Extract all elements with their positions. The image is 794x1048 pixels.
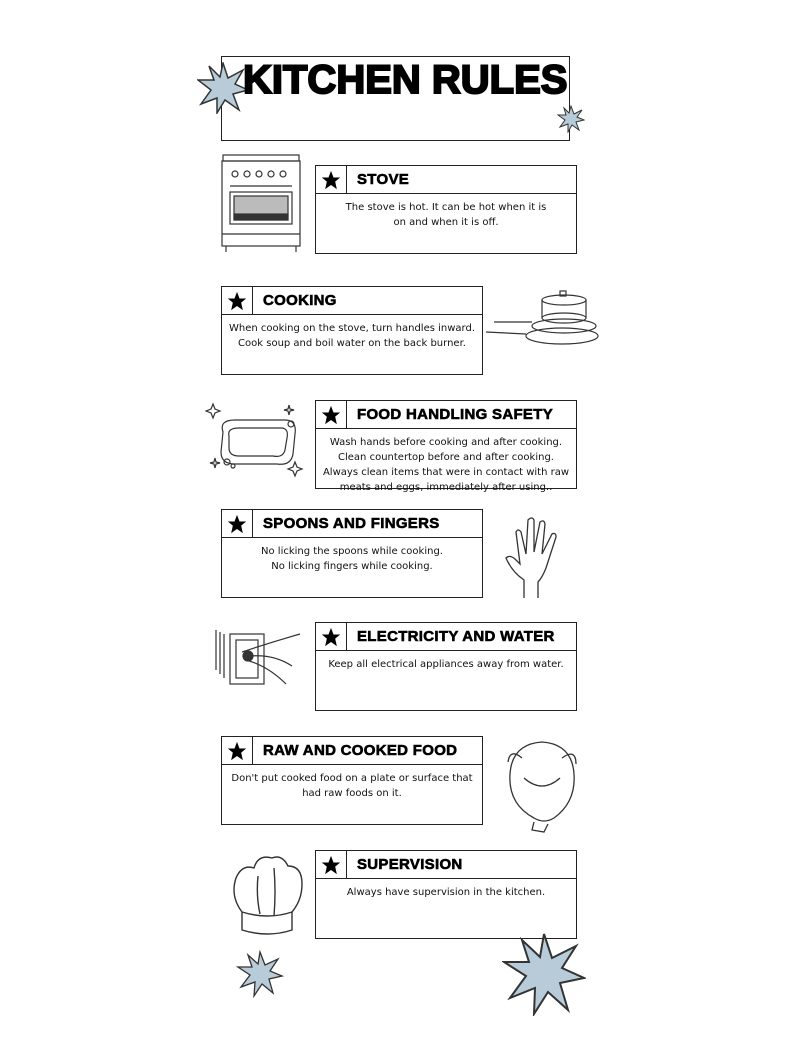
rule-line: Wash hands before cooking and after cooking. (329, 437, 563, 448)
star-icon (222, 287, 253, 314)
rule-line: meats and eggs, immediately after using.. (339, 482, 553, 493)
rule-header (222, 737, 482, 765)
rule-card (315, 622, 577, 711)
rule-line: Always have supervision in the kitchen. (346, 887, 546, 898)
rule-card (221, 736, 483, 825)
rule-line: Clean countertop before and after cooking. (338, 452, 554, 463)
rule-line: The stove is hot. It can be hot when it is (345, 202, 547, 213)
rule-line: Don't put cooked food on a plate or surface that (231, 773, 473, 784)
rule-body (222, 315, 482, 351)
sponge-sparkle-illustration (205, 402, 305, 478)
rule-body (222, 765, 482, 801)
rule-header (316, 401, 576, 429)
rule-line: had raw foods on it. (302, 788, 402, 799)
rule-heading: RAW AND COOKED FOOD (263, 742, 458, 759)
rule-body (316, 879, 576, 900)
rule-header (222, 510, 482, 538)
rule-header (316, 623, 576, 651)
star-icon (222, 510, 253, 537)
burst-star-icon (236, 950, 284, 998)
rule-heading: COOKING (263, 292, 337, 309)
rule-header (222, 287, 482, 315)
rule-heading: FOOD HANDLING SAFETY (357, 406, 553, 423)
burst-star-icon (557, 105, 585, 133)
burst-star-icon (197, 62, 249, 114)
rule-line: Keep all electrical appliances away from water. (328, 659, 564, 670)
rule-line: on and when it is off. (393, 217, 499, 228)
rule-header (316, 166, 576, 194)
star-icon (316, 851, 347, 878)
rule-card (315, 850, 577, 939)
star-icon (316, 623, 347, 650)
star-icon (316, 401, 347, 428)
rule-line: Always clean items that were in contact with raw (322, 467, 570, 478)
electrical-outlet-illustration (212, 626, 304, 690)
rule-heading: SPOONS AND FINGERS (263, 515, 440, 532)
rule-card (315, 400, 577, 493)
page-title: KITCHEN RULES (243, 58, 568, 102)
rule-card (221, 286, 483, 375)
rule-body (222, 538, 482, 574)
rule-heading: STOVE (357, 171, 410, 188)
rule-body (316, 194, 576, 230)
hand-illustration (502, 514, 566, 600)
rule-line: No licking fingers while cooking. (271, 561, 433, 572)
rule-line: When cooking on the stove, turn handles inward. (228, 323, 476, 334)
burst-star-icon (502, 932, 586, 1016)
star-icon (222, 737, 253, 764)
rule-card (221, 509, 483, 598)
rule-body (316, 429, 576, 495)
rule-heading: SUPERVISION (357, 856, 463, 873)
rule-body (316, 651, 576, 672)
rule-card (315, 165, 577, 254)
star-icon (316, 166, 347, 193)
rule-line: No licking the spoons while cooking. (261, 546, 443, 557)
rule-heading: ELECTRICITY AND WATER (357, 628, 555, 645)
pots-and-pans-illustration (484, 288, 600, 350)
stove-illustration (220, 152, 302, 254)
rule-header (316, 851, 576, 879)
turkey-illustration (504, 738, 580, 834)
rule-line: Cook soup and boil water on the back burner. (238, 338, 466, 349)
chef-hat-illustration (228, 852, 306, 938)
